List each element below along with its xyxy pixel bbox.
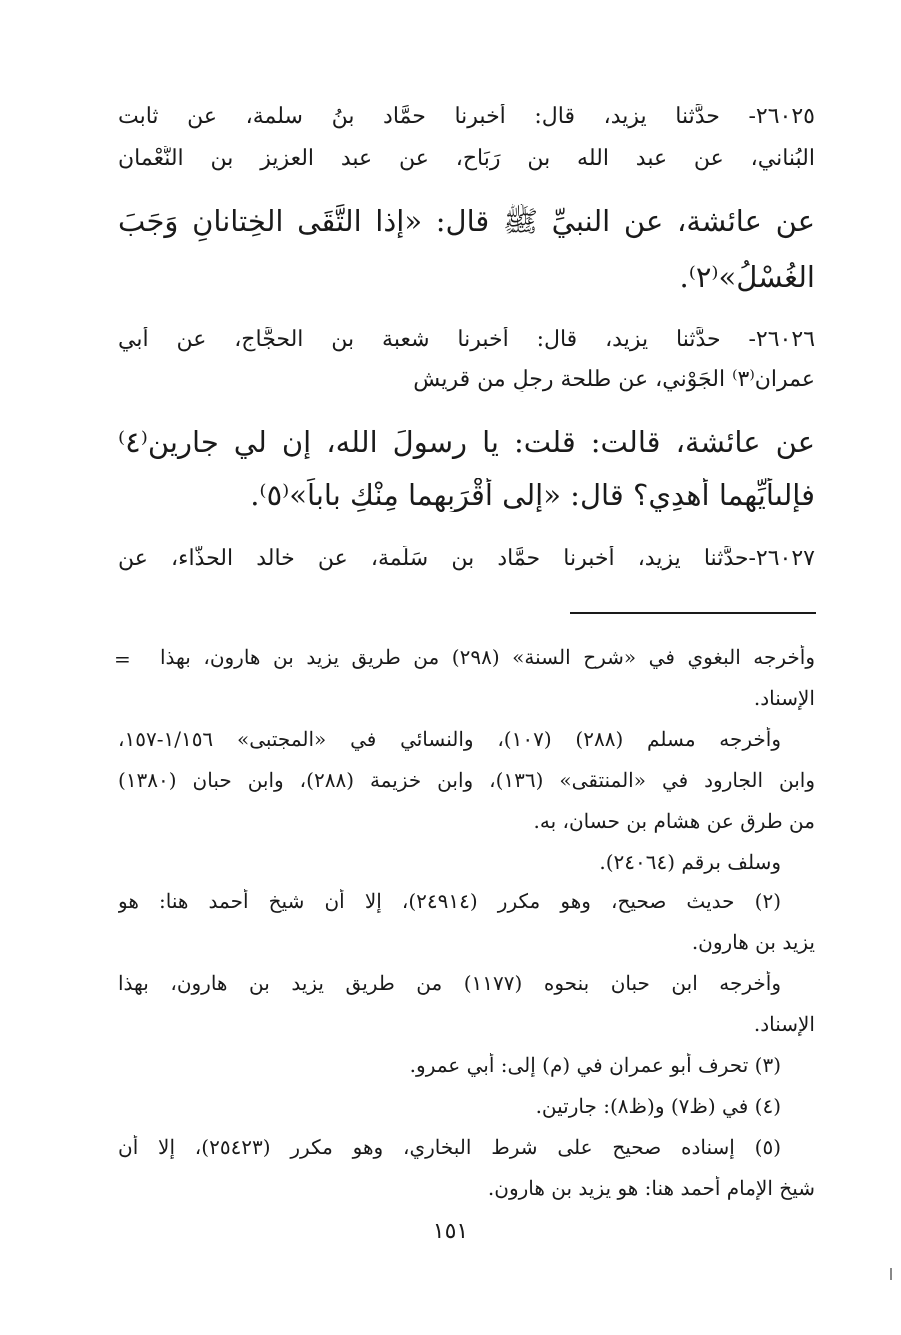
footnote-line: (٥) إسناده صحيح على شرط البخاري، وهو مكرر (٢٥٤٢٣)، إلا أن <box>118 1135 781 1159</box>
scan-edge-mark <box>890 1268 892 1280</box>
matn-line: فإلىأيِّهما أُهدِي؟ قال: «إلى أَقْرَبِهما مِنْكِ باباً»⁽٥⁾. <box>250 478 815 512</box>
footnote-line: الإسناد. <box>753 686 815 710</box>
footnote-line: الإسناد. <box>753 1012 815 1036</box>
footnote-line: وسلف برقم (٢٤٠٦٤). <box>599 850 781 874</box>
isnad-line: البُناني، عن عبد الله بن رَبَاح، عن عبد العزيز بن النُّعْمان <box>118 146 815 171</box>
footnote-line: وأخرجه مسلم (٢٨٨) (١٠٧)، والنسائي في «المجتبى» ١/١٥٦-١٥٧، <box>118 727 781 751</box>
footnote-line: يزيد بن هارون. <box>691 930 815 954</box>
footnote-line: (٣) تحرف أبو عمران في (م) إلى: أبي عمرو. <box>409 1053 781 1077</box>
footnote-line: (٤) في (ظ٧) و(ظ٨): جارتين. <box>535 1094 781 1118</box>
footnote-separator <box>570 612 816 614</box>
footnote-line: (٢) حديث صحيح، وهو مكرر (٢٤٩١٤)، إلا أن شيخ أحمد هنا: هو <box>118 889 781 913</box>
footnote-line: شيخ الإمام أحمد هنا: هو يزيد بن هارون. <box>487 1176 815 1200</box>
matn-line: الغُسْلُ»⁽٢⁾. <box>679 260 815 294</box>
matn-line: عن عائشة، عن النبيِّ ﷺ قال: «إذا التَّقَى الخِتانانِ وَجَبَ <box>118 204 815 238</box>
isnad-line: ٢٦٠٢٥- حدَّثنا يزيد، قال: أخبرنا حمَّاد بنُ سلمة، عن ثابت <box>118 104 815 129</box>
footnote-line: من طرق عن هشام بن حسان، به. <box>533 809 815 833</box>
matn-line: عن عائشة، قالت: قلت: يا رسولَ الله، إن لي جارين⁽٤⁾ <box>118 425 815 459</box>
footnote-line: وأخرجه البغوي في «شرح السنة» (٢٩٨) من طريق يزيد بن هارون، بهذا <box>160 645 815 669</box>
isnad-line: عمران⁽٣⁾ الجَوْني، عن طلحة رجلٍ من قريش <box>413 367 815 392</box>
continuation-mark: = <box>114 647 131 671</box>
footnote-line: وأخرجه ابن حبان بنحوه (١١٧٧) من طريق يزيد بن هارون، بهذا <box>118 971 781 995</box>
isnad-line: ٢٦٠٢٦- حدَّثنا يزيد، قال: أخبرنا شعبة بن الحجَّاج، عن أبي <box>118 327 815 352</box>
page-number: ١٥١ <box>432 1219 469 1244</box>
isnad-line: ٢٦٠٢٧-حدَّثنا يزيد، أخبرنا حمَّاد بن سَلَمة، عن خالد الحذَّاء، عن <box>118 546 815 571</box>
footnote-line: وابن الجارود في «المنتقى» (١٣٦)، وابن خزيمة (٢٨٨)، وابن حبان (١٣٨٠) <box>118 768 815 792</box>
